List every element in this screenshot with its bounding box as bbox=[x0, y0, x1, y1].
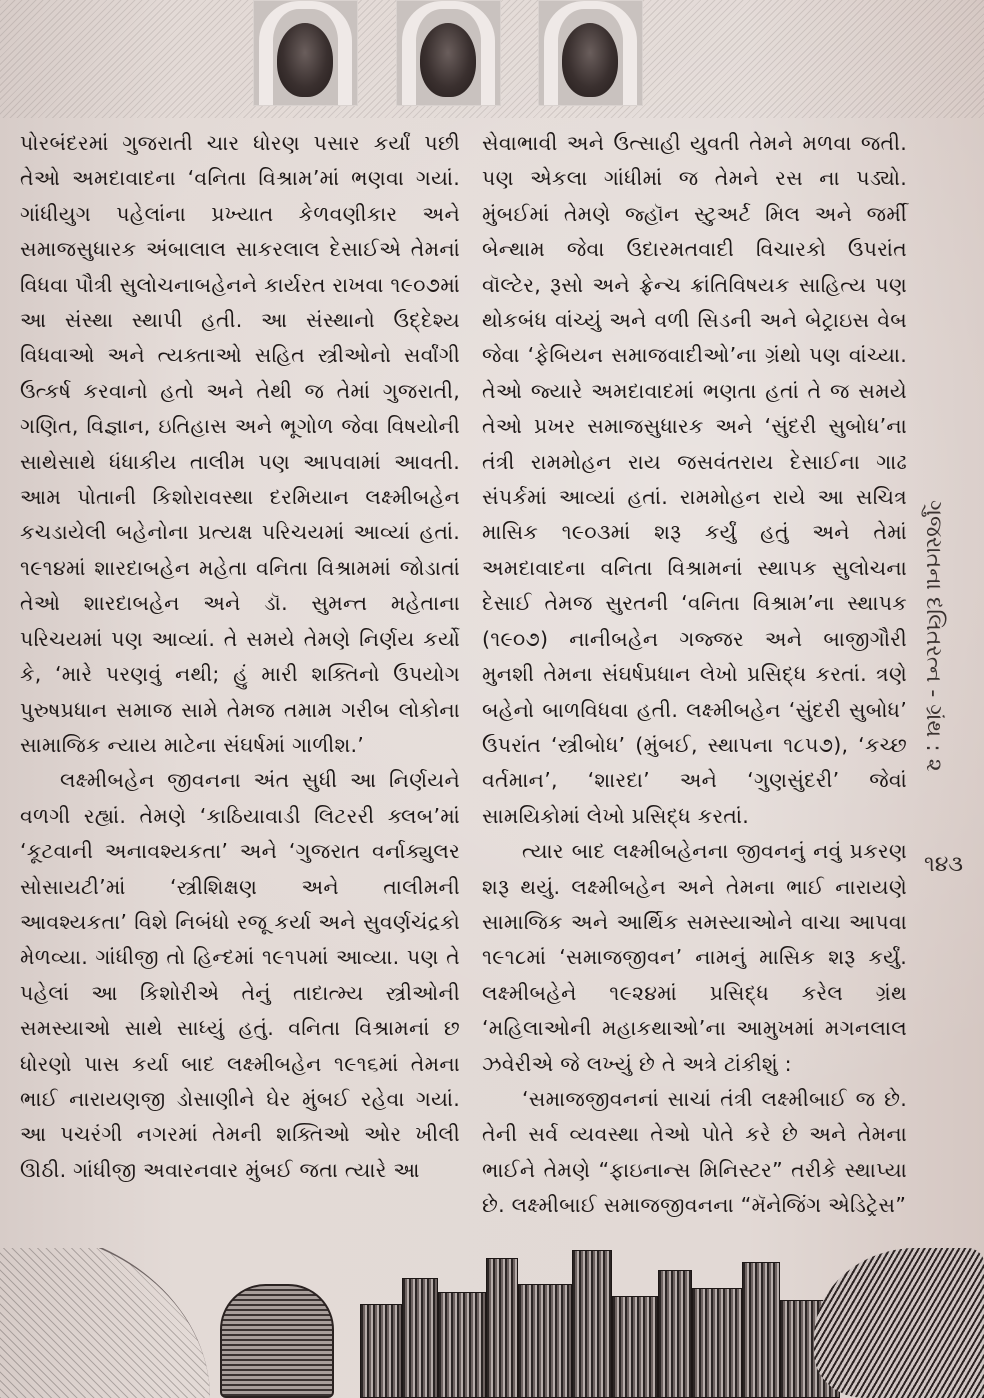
portrait-photo-1 bbox=[253, 0, 358, 106]
portrait-veil bbox=[544, 1, 637, 105]
book-spine bbox=[572, 1250, 612, 1398]
book-spine bbox=[486, 1258, 518, 1398]
books-drawing bbox=[360, 1248, 840, 1398]
book-spine bbox=[438, 1292, 486, 1398]
book-spine bbox=[402, 1278, 438, 1398]
portrait-veil bbox=[259, 1, 352, 105]
running-title: ગુજરાતના દલિતરત્ન - ગ્રંથ : ૨ bbox=[921, 500, 946, 772]
portrait-photo-3 bbox=[538, 0, 643, 106]
paragraph: સેવાભાવી અને ઉત્સાહી યુવતી તેમને મળવા જતી. પણ એકલા ગાંધીમાં જ તેમને રસ ના પડ્યો. મુંબઈમાં તેમણે જ્હૉન સ્ટુઅર્ટ મિલ અને જર્મી બેન્થામ જેવા ઉદારમતવાદી વિચારકો ઉપરાંત વૉલ્ટેર, રૂસો અને ફ્રેન્ચ ક્રાંતિવિષયક સાહિત્ય પણ થોકબંધ વાંચ્યું અને વળી સિડની અને બેટ્રાઇસ વેબ જેવા ‘ફેબિયન સમાજવાદીઓ’ના ગ્રંથો પણ વાંચ્યા. તેઓ જ્યારે અમદાવાદમાં ભણતા હતાં તે જ સમયે તેઓ પ્રખર સમાજસુધારક અને ‘સુંદરી સુબોધ’ના તંત્રી રામમોહન રાય જસવંતરાય દેસાઈના ગાઢ સંપર્કમાં આવ્યાં હતાં. રામમોહન રાયે આ સચિત્ર માસિક ૧૯૦૩માં શરૂ કર્યું હતું અને તેમાં અમદાવાદના વનિતા વિશ્રામનાં સ્થાપક સુલોચના દેસાઈ તેમજ સુરતની ‘વનિતા વિશ્રામ’ના સ્થાપક (૧૯૦૭) નાનીબહેન ગજ્જર અને બાજીગૌરી મુનશી તેમના સંઘર્ષપ્રધાન લેખો પ્રસિદ્ધ કરતાં. ત્રણે બહેનો બાળવિધવા હતી. લક્ષ્મીબહેન ‘સુંદરી સુબોધ’ ઉપરાંત ‘સ્ત્રીબોધ’ (મુંબઈ, સ્થાપના ૧૮૫૭), ‘કચ્છ વર્તમાન’, ‘શારદા’ અને ‘ગુણસુંદરી’ જેવાં સામયિકોમાં લેખો પ્રસિદ્ધ કરતાં. bbox=[482, 131, 907, 828]
page-number: ૧૪૩ bbox=[924, 852, 964, 877]
paragraph: પોરબંદરમાં ગુજરાતી ચાર ધોરણ પસાર કર્યાં પછી તેઓ અમદાવાદના ‘વનિતા વિશ્રામ’માં ભણવા ગયાં. ગાંધીયુગ પહેલાંના પ્રખ્યાત કેળવણીકાર અને સમાજસુધારક અંબાલાલ સાકરલાલ દેસાઈએ તેમનાં વિધવા પૌત્રી સુલોચનાબહેનને કાર્યરત રાખવા ૧૯૦૭માં આ સંસ્થા સ્થાપી હતી. આ સંસ્થાનો ઉદ્દેશ્ય વિધવાઓ અને ત્યક્તાઓ સહિત સ્ત્રીઓનો સર્વાંગી ઉત્કર્ષ કરવાનો હતો અને તેથી જ તેમાં ગુજરાતી, ગણિત, વિજ્ઞાન, ઇતિહાસ અને ભૂગોળ જેવા વિષયોની સાથેસાથે ધંધાકીય તાલીમ પણ આપવામાં આવતી. આમ પોતાની કિશોરાવસ્થા દરમિયાન લક્ષ્મીબહેન કચડાયેલી બહેનોના પ્રત્યક્ષ પરિચયમાં આવ્યાં હતાં. ૧૯૧૪માં શારદાબહેન મહેતા વનિતા વિશ્રામમાં જોડાતાં તેઓ શારદાબહેન અને ડૉ. સુમન્ત મહેતાના પરિચયમાં પણ આવ્યાં. તે સમયે તેમણે નિર્ણય કર્યો કે, ‘મારે પરણવું નથી; હું મારી શક્તિનો ઉપયોગ પુરુષપ્રધાન સમાજ સામે તેમજ તમામ ગરીબ લોકોના સામાજિક ન્યાય માટેના સંઘર્ષમાં ગાળીશ.’ bbox=[20, 131, 460, 757]
paragraph: લક્ષ્મીબહેન જીવનના અંત સુધી આ નિર્ણયને વળગી રહ્યાં. તેમણે ‘કાઠિયાવાડી લિટરરી ક્લબ’માં ‘કૂટવાની અનાવશ્યકતા’ અને ‘ગુજરાત વર્નાક્યુલર સોસાયટી’માં ‘સ્ત્રીશિક્ષણ અને તાલીમની આવશ્યકતા’ વિશે નિબંધો રજૂ કર્યા અને સુવર્ણચંદ્રકો મેળવ્યા. ગાંધીજી તો હિન્દમાં ૧૯૧૫માં આવ્યા. પણ તે પહેલાં આ કિશોરીએ તેનું તાદાત્મ્ય સ્ત્રીઓની સમસ્યાઓ સાથે સાધ્યું હતું. વનિતા વિશ્રામનાં છ ધોરણો પાસ કર્યા બાદ લક્ષ્મીબહેન ૧૯૧૬માં તેમના ભાઈ નારાયણજી ડોસાણીને ઘેર મુંબઈ રહેવા ગયાં. આ પચરંગી નગરમાં તેમની શક્તિઓ ઓર ખીલી ઊઠી. ગાંધીજી અવારનવાર મુંબઈ જતા ત્યારે આ bbox=[20, 768, 460, 1182]
portrait-veil bbox=[402, 1, 495, 105]
footer-illustration bbox=[0, 1248, 984, 1398]
quotation-paragraph: ‘સમાજજીવનનાં સાચાં તંત્રી લક્ષ્મીબાઈ જ છે. તેની સર્વ વ્યવસ્થા તેઓ પોતે કરે છે અને તેમના ભાઈને તેમણે “ફાઇનાન્સ મિનિસ્ટર” તરીકે સ્થાપ્યા છે. લક્ષ્મીબાઈ સમાજજીવનના “મૅનેજિંગ એડિટ્રેસ” bbox=[482, 1086, 907, 1218]
paragraph: ત્યાર બાદ લક્ષ્મીબહેનના જીવનનું નવું પ્રકરણ શરૂ થયું. લક્ષ્મીબહેન અને તેમના ભાઈ નારાયણે સામાજિક અને આર્થિક સમસ્યાઓને વાચા આપવા ૧૯૧૮માં ‘સમાજજીવન’ નામનું માસિક શરૂ કર્યું. લક્ષ્મીબહેને ૧૯૨૪માં પ્રસિદ્ધ કરેલ ગ્રંથ ‘મહિલાઓની મહાકથાઓ’ના આમુખમાં મગનલાલ ઝવેરીએ જે લખ્યું છે તે અત્રે ટાંકીશું : bbox=[482, 839, 907, 1076]
book-spine bbox=[518, 1284, 572, 1398]
book-spine bbox=[692, 1288, 742, 1398]
portrait-photo-2 bbox=[396, 0, 501, 106]
right-text-column bbox=[482, 126, 907, 1224]
book-spine bbox=[658, 1270, 692, 1398]
book-spine bbox=[360, 1304, 402, 1398]
book-spine bbox=[612, 1296, 658, 1398]
feather-quill-drawing bbox=[0, 1248, 210, 1398]
inkpot-drawing bbox=[220, 1284, 334, 1398]
book-spine bbox=[742, 1262, 780, 1398]
left-text-column bbox=[20, 126, 460, 1188]
